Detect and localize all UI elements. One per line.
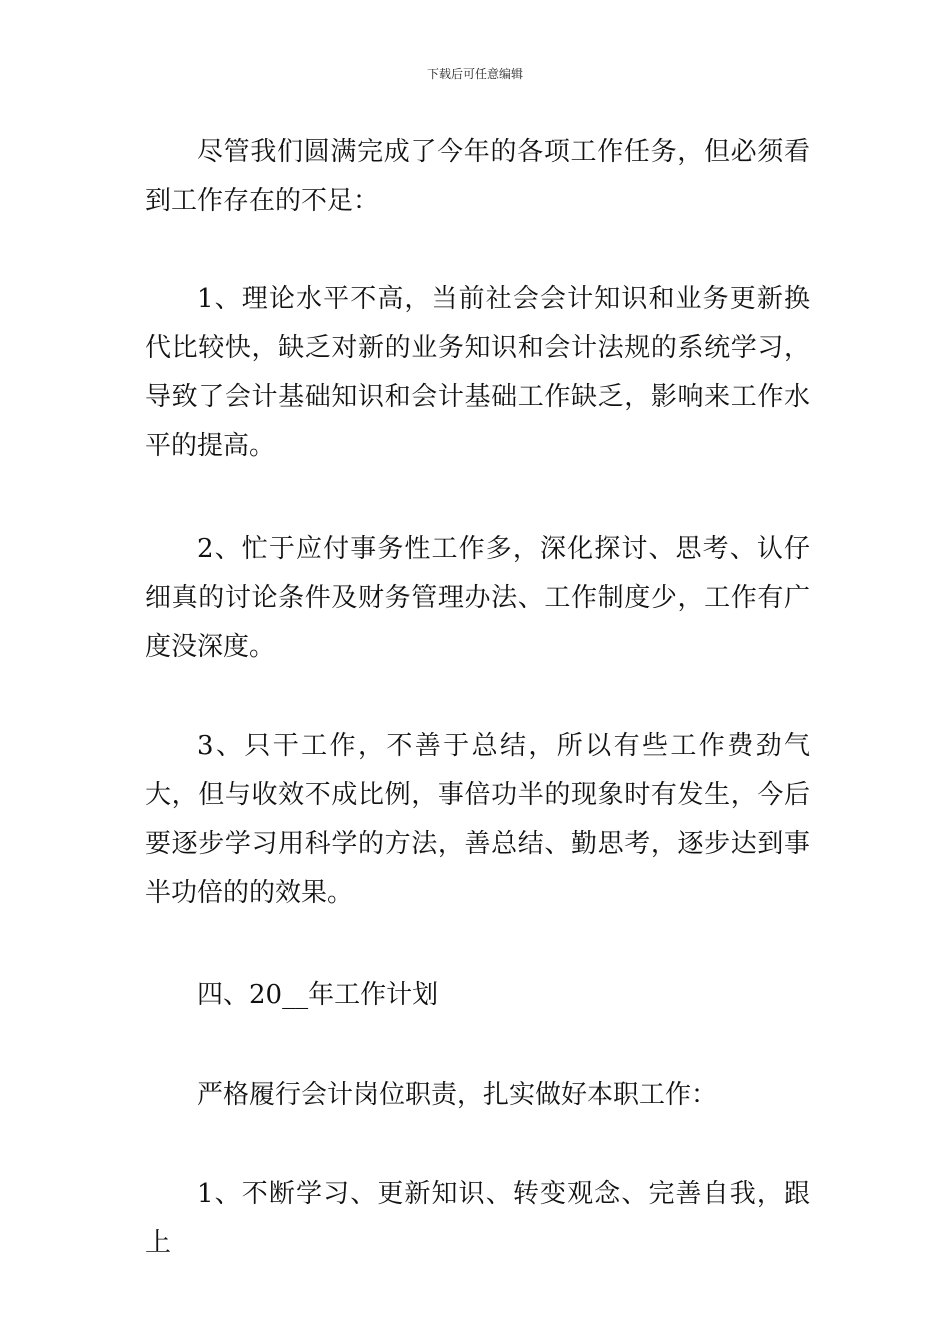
paragraph-plan-intro: 严格履行会计岗位职责，扎实做好本职工作： [197, 1080, 718, 1110]
paragraph-shortcoming-3: 3、只干工作，不善于总结，所以有些工作费劲气大，但与收效不成比例，事倍功半的现象时有发生，今后要逐步学习用科学的方法，善总结、勤思考，逐步达到事半功倍的的效果。 [145, 731, 810, 908]
page-header: 下载后可任意编辑 [426, 67, 523, 81]
paragraph-shortcoming-2: 2、忙于应付事务性工作多，深化探讨、思考、认仔细真的讨论条件及财务管理办法、工作制度少，工作有广度没深度。 [145, 534, 810, 662]
paragraph-plan-1: 1、不断学习、更新知识、转变观念、完善自我，跟上 [145, 1179, 810, 1258]
paragraph-shortcomings-intro: 尽管我们圆满完成了今年的各项工作任务，但必须看到工作存在的不足： [145, 137, 810, 216]
paragraph-shortcoming-1: 1、理论水平不高，当前社会会计知识和业务更新换代比较快，缺乏对新的业务知识和会计法规的系统学习，导致了会计基础知识和会计基础工作缺乏，影响来工作水平的提高。 [145, 284, 810, 461]
section-heading-work-plan: 四、20__年工作计划 [197, 980, 439, 1010]
